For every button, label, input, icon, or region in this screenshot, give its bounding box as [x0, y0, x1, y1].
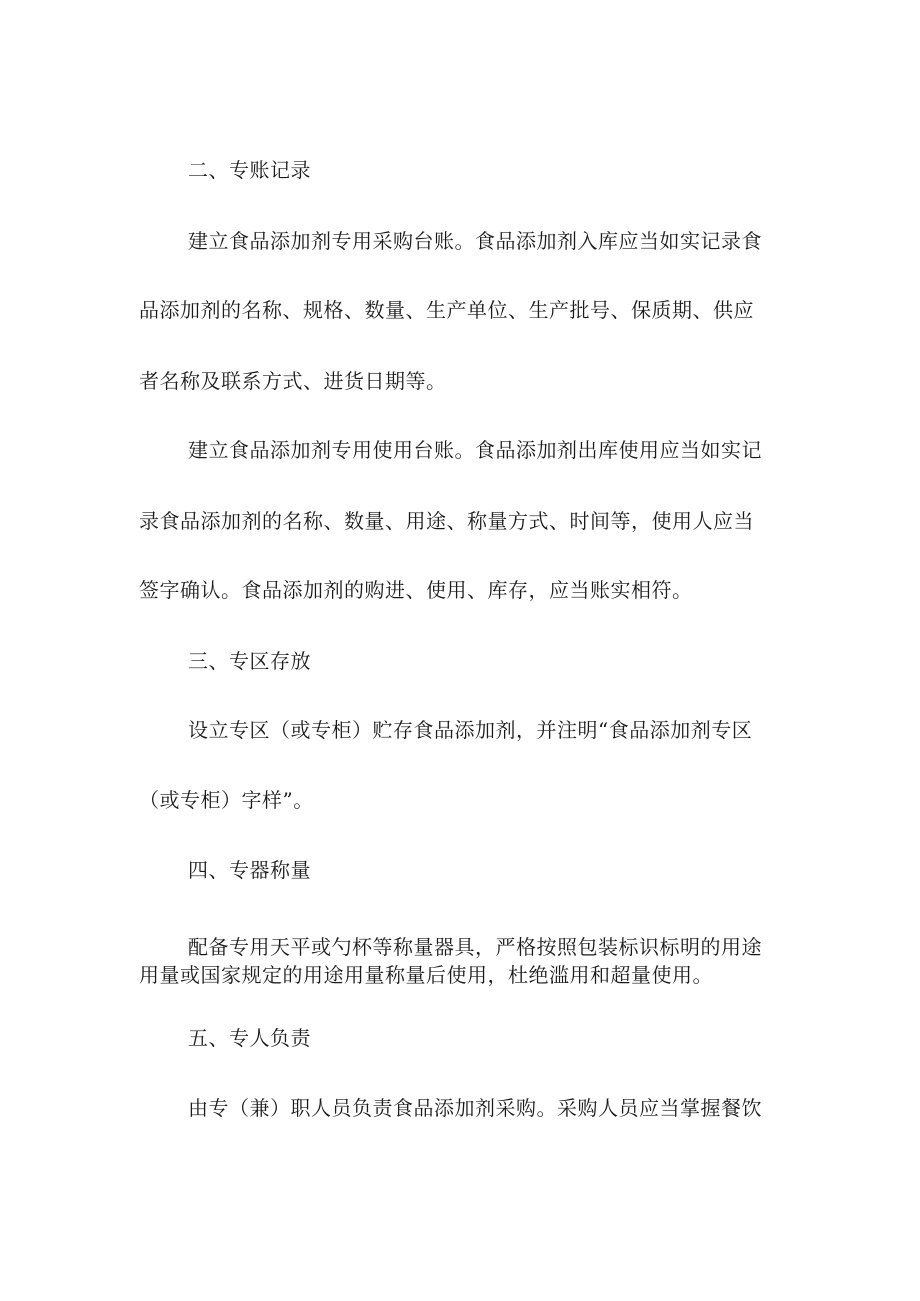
paragraph-line: 建立食品添加剂专用使用台账。食品添加剂出库使用应当如实记	[188, 438, 762, 462]
paragraph-line: （或专柜）字样”。	[139, 788, 314, 812]
paragraph-line: 配备专用天平或勺杯等称量器具，严格按照包装标识标明的用途	[188, 935, 762, 959]
section-heading-personnel: 五、专人负责	[188, 1026, 311, 1050]
paragraph-line: 建立食品添加剂专用采购台账。食品添加剂入库应当如实记录食	[188, 229, 762, 253]
paragraph-line: 设立专区（或专柜）贮存食品添加剂，并注明“食品添加剂专区	[188, 718, 753, 742]
section-heading-ledger: 二、专账记录	[188, 158, 311, 182]
paragraph-line: 录食品添加剂的名称、数量、用途、称量方式、时间等，使用人应当	[139, 509, 754, 533]
paragraph-line: 者名称及联系方式、进货日期等。	[139, 369, 447, 393]
paragraph-line: 签字确认。食品添加剂的购进、使用、库存，应当账实相符。	[139, 578, 693, 602]
paragraph-line: 品添加剂的名称、规格、数量、生产单位、生产批号、保质期、供应	[139, 298, 754, 322]
section-heading-storage: 三、专区存放	[188, 649, 311, 673]
section-heading-weighing: 四、专器称量	[188, 858, 311, 882]
paragraph-line: 由专（兼）职人员负责食品添加剂采购。采购人员应当掌握餐饮	[188, 1096, 762, 1120]
paragraph-line: 用量或国家规定的用途用量称量后使用，杜绝滥用和超量使用。	[139, 963, 713, 987]
